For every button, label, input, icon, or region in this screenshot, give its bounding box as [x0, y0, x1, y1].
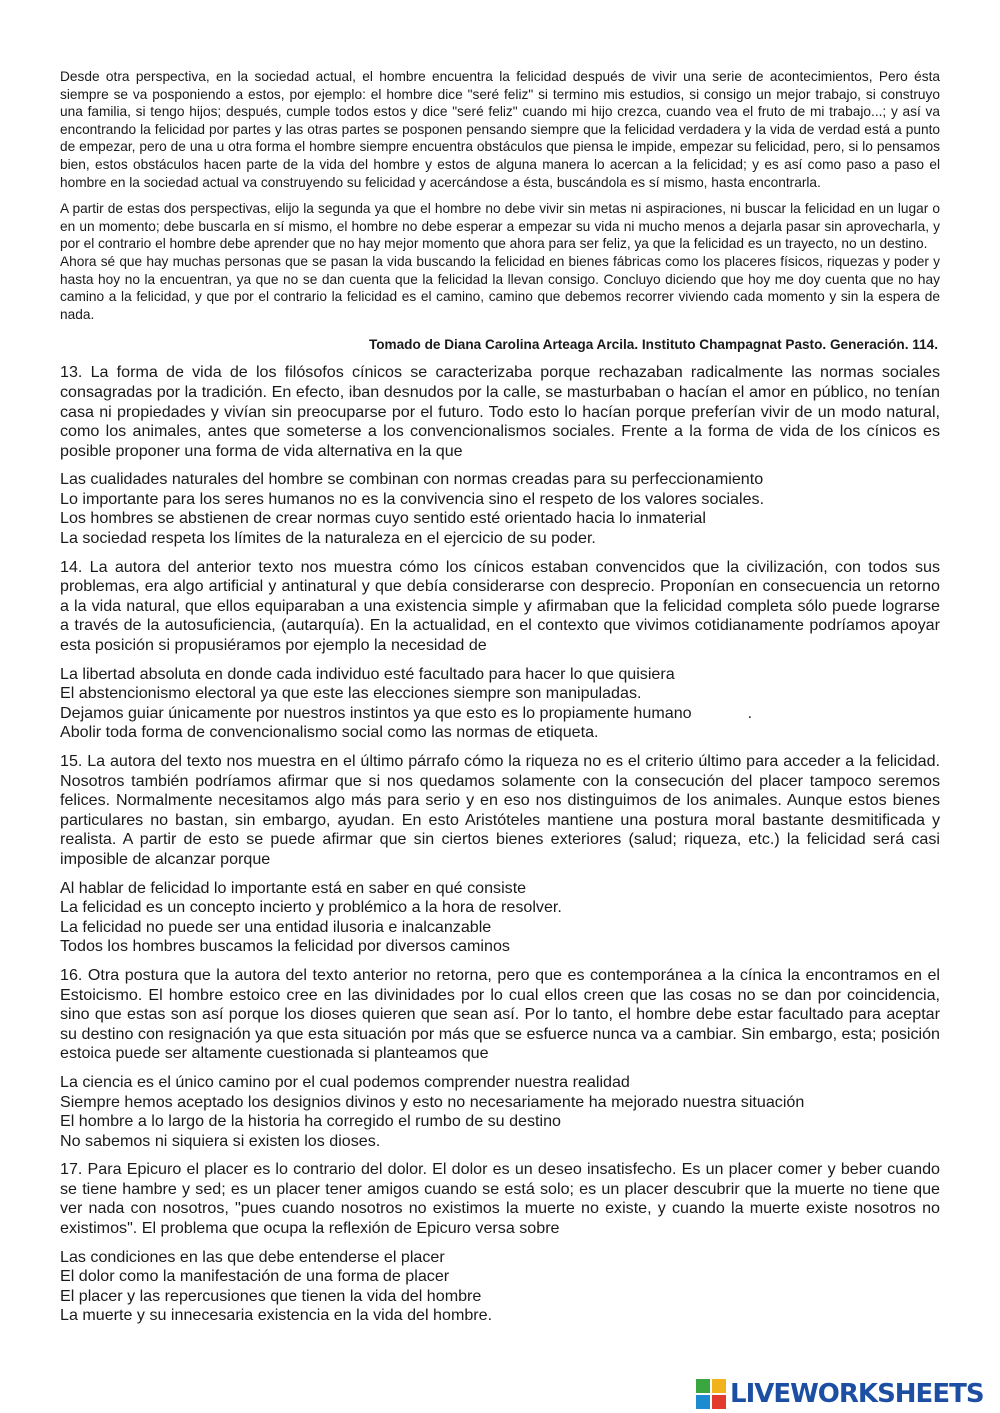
- liveworksheets-grid-icon: [696, 1379, 726, 1409]
- question-text: 14. La autora del anterior texto nos muestra cómo los cínicos estaban convencidos que la civilización, con todos sus problemas, era algo artificial y antinatural y que debía considerarse con desprecio. Proponían en consecuencia un retorno a la vida natural, que ellos equiparaban a una existencia simple y afirmaban que la felicidad completa sólo puede lograrse a través de la autosuficiencia, (autarquía). En la actualidad, en el contexto que vivimos cotidianamente podríamos apoyar esta posición si propusiéramos por ejemplo la necesidad de: [60, 557, 940, 655]
- question-text: 13. La forma de vida de los filósofos cínicos se caracterizaba porque rechazaban radicalmente las normas sociales consagradas por la tradición. En efecto, iban desnudos por la calle, se masturbaban o hacían el amor en público, no tenían casa ni propiedades y vivían sin preocuparse por el futuro. Todo esto lo hacían porque preferían vivir de un modo natural, como los animales, antes que someterse a los convencionalismos sociales. Frente a la forma de vida de los cínicos es posible proponer una forma de vida alternativa en la que: [60, 363, 940, 460]
- worksheet-page: [60, 68, 940, 1326]
- liveworksheets-logo: [696, 1378, 996, 1412]
- logo-text: LIVEWORKSHEETS: [730, 1379, 984, 1409]
- answer-option[interactable]: [60, 704, 940, 724]
- answer-option[interactable]: No sabemos ni siquiera si existen los dioses.: [60, 1131, 381, 1150]
- answer-options: [60, 879, 940, 957]
- answer-option[interactable]: Abolir toda forma de convencionalismo social como las normas de etiqueta.: [60, 723, 599, 742]
- answer-option[interactable]: Las condiciones en las que debe entenderse el placer: [60, 1247, 445, 1266]
- answer-option[interactable]: Al hablar de felicidad lo importante está en saber en qué consiste: [60, 878, 527, 897]
- answer-option[interactable]: La sociedad respeta los límites de la naturaleza en el ejercicio de su poder.: [60, 529, 596, 548]
- answer-option[interactable]: El abstencionismo electoral ya que este las elecciones siempre son manipuladas.: [60, 684, 642, 703]
- answer-option[interactable]: La felicidad es un concepto incierto y problémico a la hora de resolver.: [60, 898, 562, 917]
- question-text: 16. Otra postura que la autora del texto anterior no retorna, pero que es contemporánea a la cínica la encontramos en el Estoicismo. El hombre estoico cree en las divinidades por lo cual ellos creen que las cosas no se dan por coincidencia, sino que estas son así porque los dioses quieren que sean así. Por lo tanto, el hombre debe estar facultado para aceptar su destino con resignación ya que esta situación por más que se esfuerce nunca va a cambiar. Sin embargo, esta; posición estoica puede ser altamente cuestionada si planteamos que: [60, 965, 940, 1063]
- answer-option-text: Dejamos guiar únicamente por nuestros instintos ya que esto es lo propiamente humano: [60, 703, 692, 722]
- answer-option[interactable]: La ciencia es el único camino por el cual podemos comprender nuestra realidad: [60, 1072, 630, 1091]
- question-15: [60, 752, 940, 957]
- answer-option[interactable]: El dolor como la manifestación de una forma de placer: [60, 1267, 450, 1286]
- answer-option-tail: .: [747, 703, 753, 722]
- essay-paragraph-2: A partir de estas dos perspectivas, elijo la segunda ya que el hombre no debe vivir sin metas ni aspiraciones, ni buscar la felicidad en un lugar o en un momento; debe buscarla en sí mismo, el hombre no debe esperar a empezar su vida ni mucho menos a dejarla pasar sin aprovecharla, y por el contrario el hombre debe aprender que no hay mejor momento que ahora para ser feliz, ya que la felicidad es un trayecto, no un destino.: [60, 201, 940, 252]
- answer-options: [60, 1248, 940, 1326]
- answer-option[interactable]: La libertad absoluta en donde cada individuo esté facultado para hacer lo que quisiera: [60, 664, 675, 683]
- answer-option[interactable]: La felicidad no puede ser una entidad ilusoria e inalcanzable: [60, 917, 492, 936]
- essay-paragraph-3: Ahora sé que hay muchas personas que se pasan la vida buscando la felicidad en bienes fábricas como los placeres físicos, riquezas y poder y hasta hoy no la encuentran, ya que no se dan cuenta que la felicidad la llevan consigo. Concluyo diciendo que hoy me doy cuenta que no hay camino a la felicidad, y que por el contrario la felicidad es el camino, camino que debemos recorrer viviendo cada momento y sin la espera de nada.: [60, 253, 940, 322]
- answer-option[interactable]: Siempre hemos aceptado los designios divinos y esto no necesariamente ha mejorado nuestra situación: [60, 1092, 805, 1111]
- answer-options: [60, 470, 940, 548]
- answer-option[interactable]: Todos los hombres buscamos la felicidad por diversos caminos: [60, 937, 510, 956]
- answer-option[interactable]: El hombre a lo largo de la historia ha corregido el rumbo de su destino: [60, 1112, 561, 1131]
- question-text: 17. Para Epicuro el placer es lo contrario del dolor. El dolor es un deseo insatisfecho. Es un placer comer y beber cuando se tiene hambre y sed; es un placer tener amigos cuando se está solo; es un placer descubrir que la muerte no tiene que ver nada con nosotros, "pues cuando nosotros no existimos la muerte no existe, y cuando la muerte existe nosotros no existimos". El problema que ocupa la reflexión de Epicuro versa sobre: [60, 1160, 940, 1238]
- answer-options: [60, 1073, 940, 1151]
- answer-option[interactable]: Lo importante para los seres humanos no es la convivencia sino el respeto de los valores sociales.: [60, 489, 765, 508]
- answer-option[interactable]: Las cualidades naturales del hombre se combinan con normas creadas para su perfeccionamiento: [60, 470, 764, 489]
- answer-option[interactable]: Los hombres se abstienen de crear normas cuyo sentido esté orientado hacia lo inmaterial: [60, 509, 706, 528]
- answer-options: [60, 665, 940, 743]
- essay-credit: Tomado de Diana Carolina Arteaga Arcila. Instituto Champagnat Pasto. Generación. 114.: [368, 337, 938, 353]
- essay-paragraph-1: Desde otra perspectiva, en la sociedad actual, el hombre encuentra la felicidad después de vivir una serie de acontecimientos, Pero ésta siempre se va posponiendo a estos, por ejemplo: el hombre dice "seré feliz" si termino mis estudios, si consigo un mejor trabajo, si construyo una familia, si tengo hijos; después, cumple todos estos y dice "seré feliz" cuando mi hijo crezca, cuando vea el fruto de mi trabajo...; y así va encontrando la felicidad por partes y las otras partes se posponen pensando siempre que la felicidad verdadera y la vida de verdad está a punto de empezar, pero de una u otra forma el hombre siempre encuentra obstáculos que piensa le impide, empezar su felicidad, pero, si lo pensamos bien, estos obstáculos hacen parte de la vida del hombre y estos de alguna manera lo acercan a la felicidad; y es así como paso a paso el hombre en la sociedad actual va construyendo su felicidad y acercándose a ésta, buscándola es sí mismo, hasta encontrarla.: [60, 69, 940, 190]
- answer-option[interactable]: La muerte y su innecesaria existencia en la vida del hombre.: [60, 1306, 493, 1325]
- question-16: [60, 966, 940, 1151]
- answer-option[interactable]: El placer y las repercusiones que tienen la vida del hombre: [60, 1286, 482, 1305]
- question-14: [60, 558, 940, 743]
- question-17: [60, 1160, 940, 1326]
- question-text: 15. La autora del texto nos muestra en el último párrafo cómo la riqueza no es el criterio último para acceder a la felicidad. Nosotros también podríamos afirmar que si nos quedamos solamente con la consecución del placer tampoco seremos felices. Normalmente necesitamos algo más para serio y en eso nos distinguimos de los animales. Aunque estos bienes particulares no bastan, sin embargo, ayudan. En esto Aristóteles mantiene una postura moral bastante desmitificada y realista. A partir de esto se puede afirmar que sin ciertos bienes exteriores (salud; riqueza, etc.) la felicidad será casi imposible de alcanzar porque: [60, 752, 940, 868]
- question-13: [60, 363, 940, 548]
